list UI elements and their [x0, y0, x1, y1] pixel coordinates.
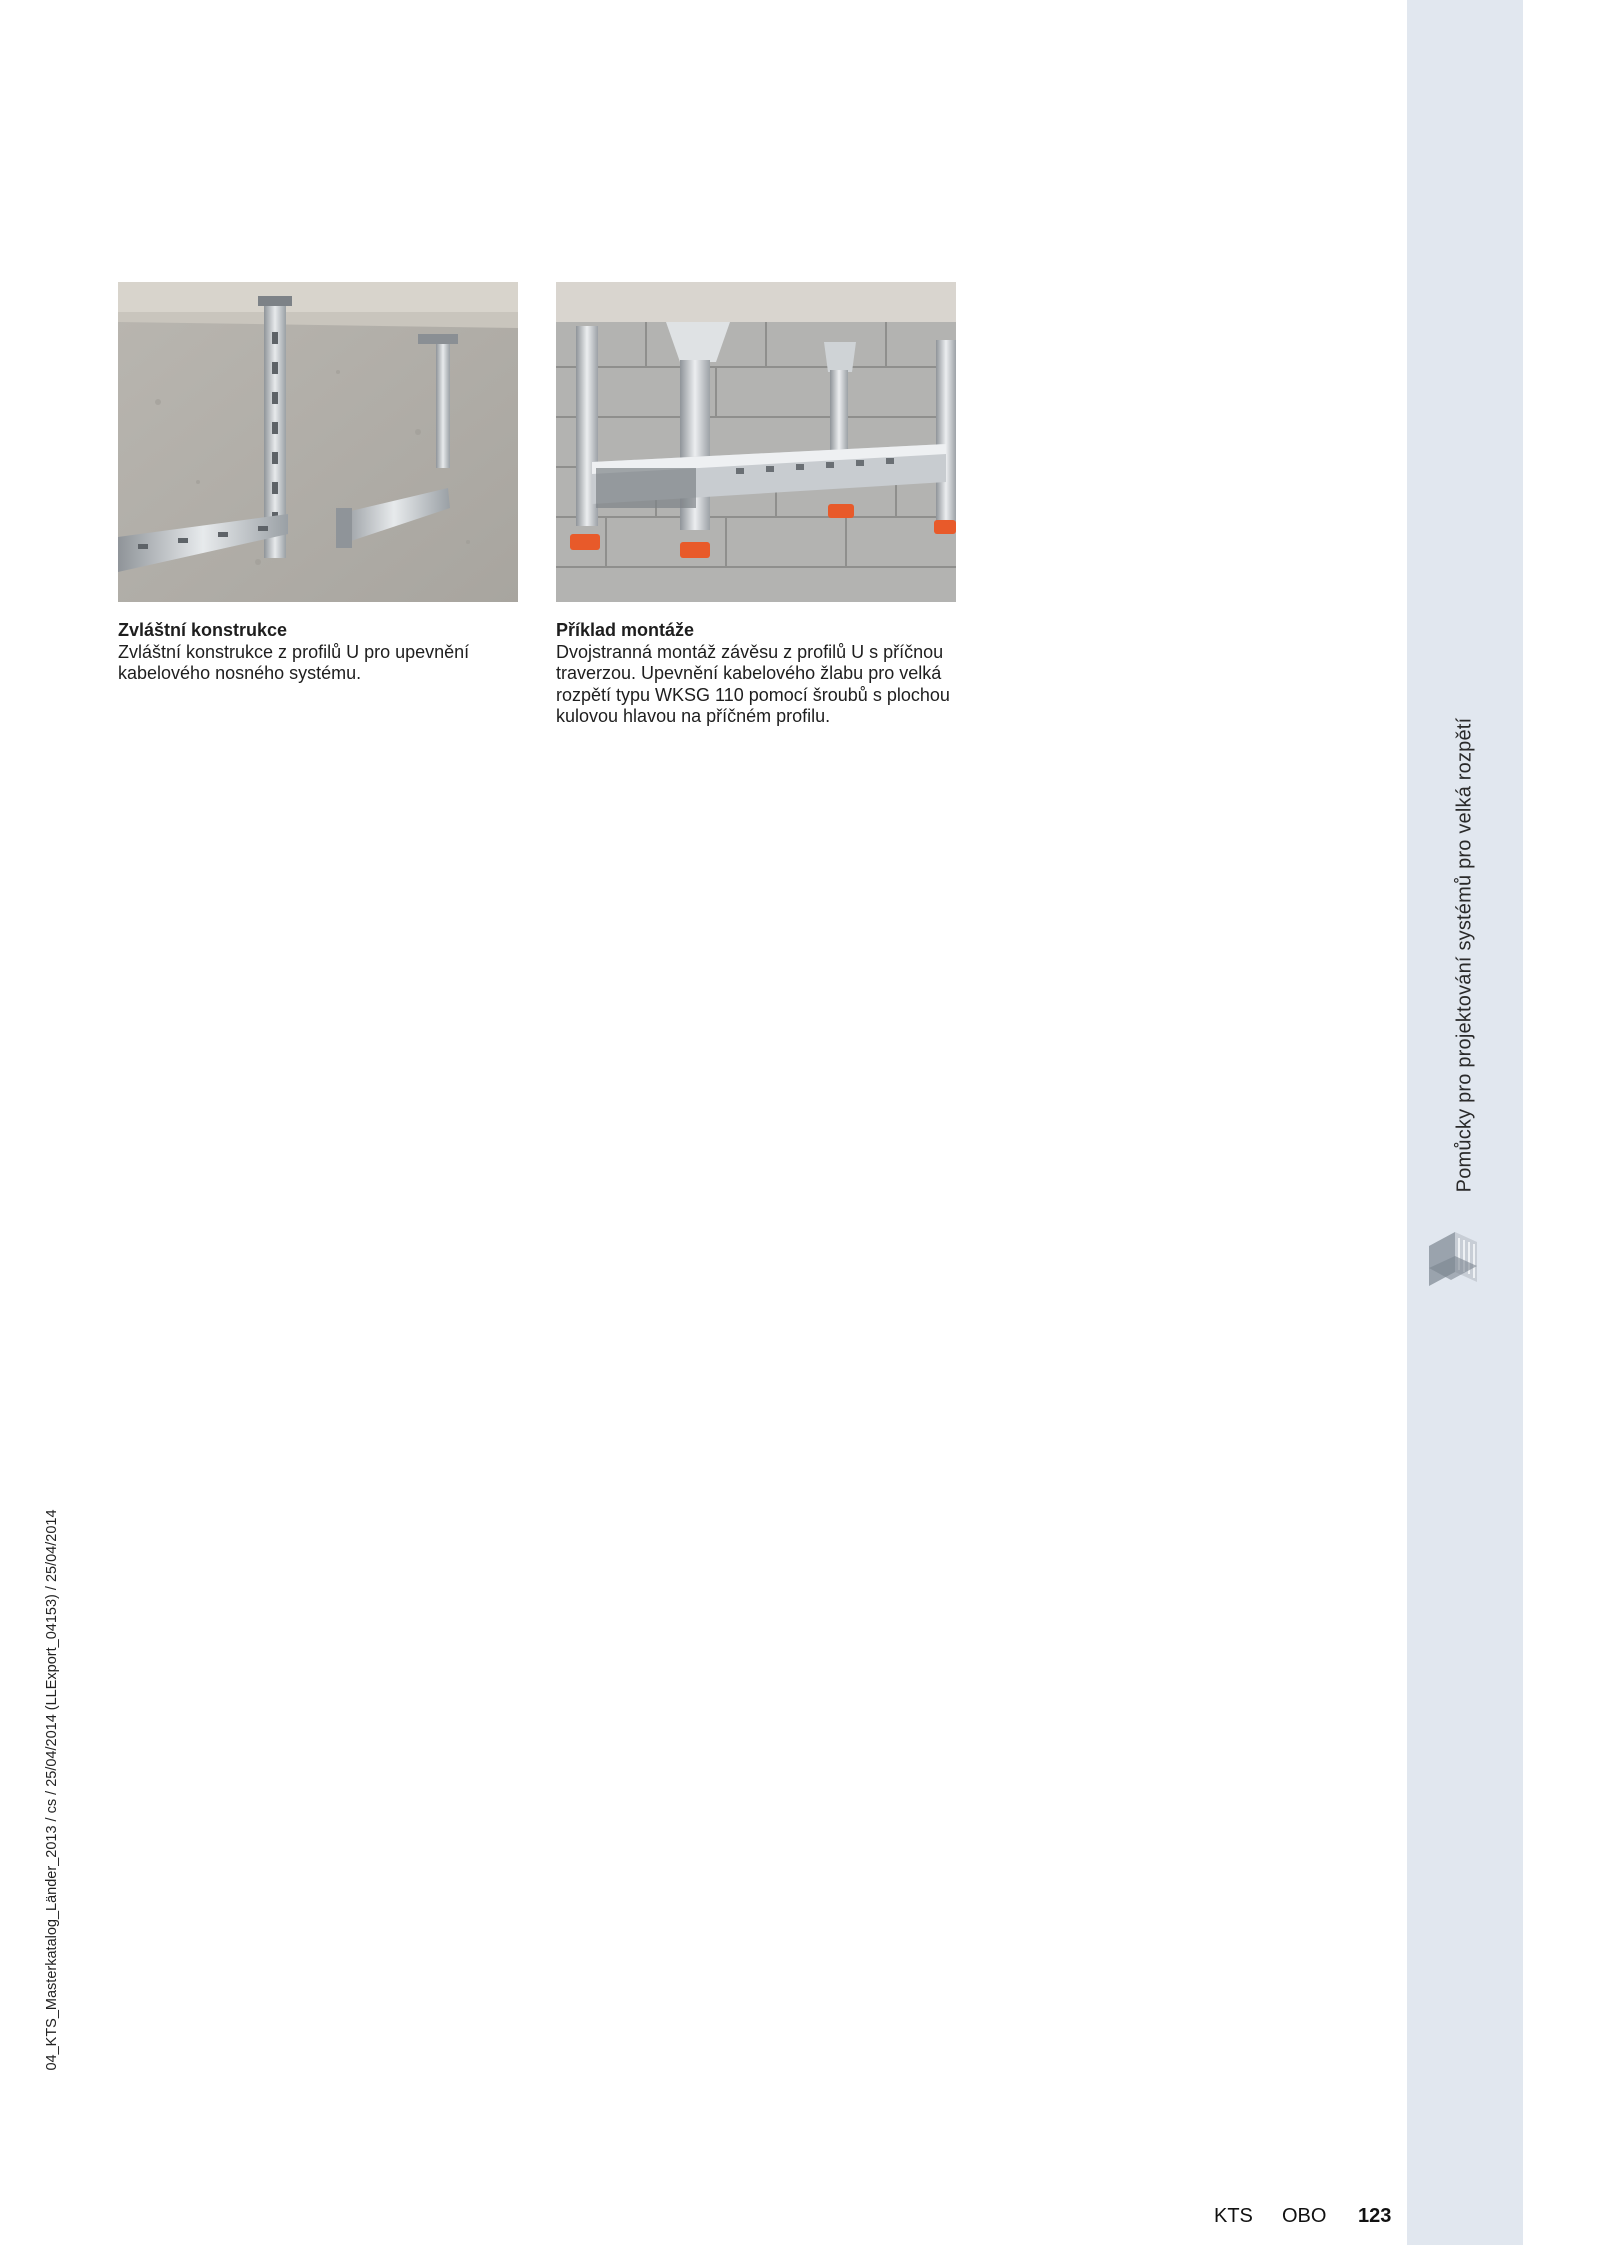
- caption-mounting-example: [556, 620, 956, 728]
- photo-special-construction: [118, 282, 518, 602]
- caption-title: Příklad montáže: [556, 620, 695, 640]
- footer-section-label: KTS: [1214, 2205, 1253, 2227]
- cable-tray-icon: [1425, 1228, 1485, 1290]
- export-meta-text: 04_KTS_Masterkatalog_Länder_2013 / cs / 25/04/2014 (LLExport_04153) / 25/04/2014: [44, 1509, 60, 2071]
- footer-company: OBO: [1282, 2205, 1327, 2227]
- photo-mounting-example: [556, 282, 956, 602]
- caption-title: Zvláštní konstrukce: [118, 620, 288, 640]
- figure-mounting-example: [556, 282, 956, 728]
- figure-special-construction: [118, 282, 518, 685]
- caption-text: Dvojstranná montáž závěsu z profilů U s příčnou traverzou. Upevnění kabelového žlabu pro velká rozpětí typu WKSG 110 pomocí šroubů s plochou kulovou hlavou na příčném profilu.: [556, 641, 950, 726]
- page-number: 123: [1358, 2205, 1392, 2227]
- caption-text: Zvláštní konstrukce z profilů U pro upevnění kabelového nosného systému.: [118, 641, 470, 683]
- caption-special-construction: [118, 620, 518, 685]
- side-section-title: Pomůcky pro projektování systémů pro velká rozpětí: [1453, 717, 1476, 1193]
